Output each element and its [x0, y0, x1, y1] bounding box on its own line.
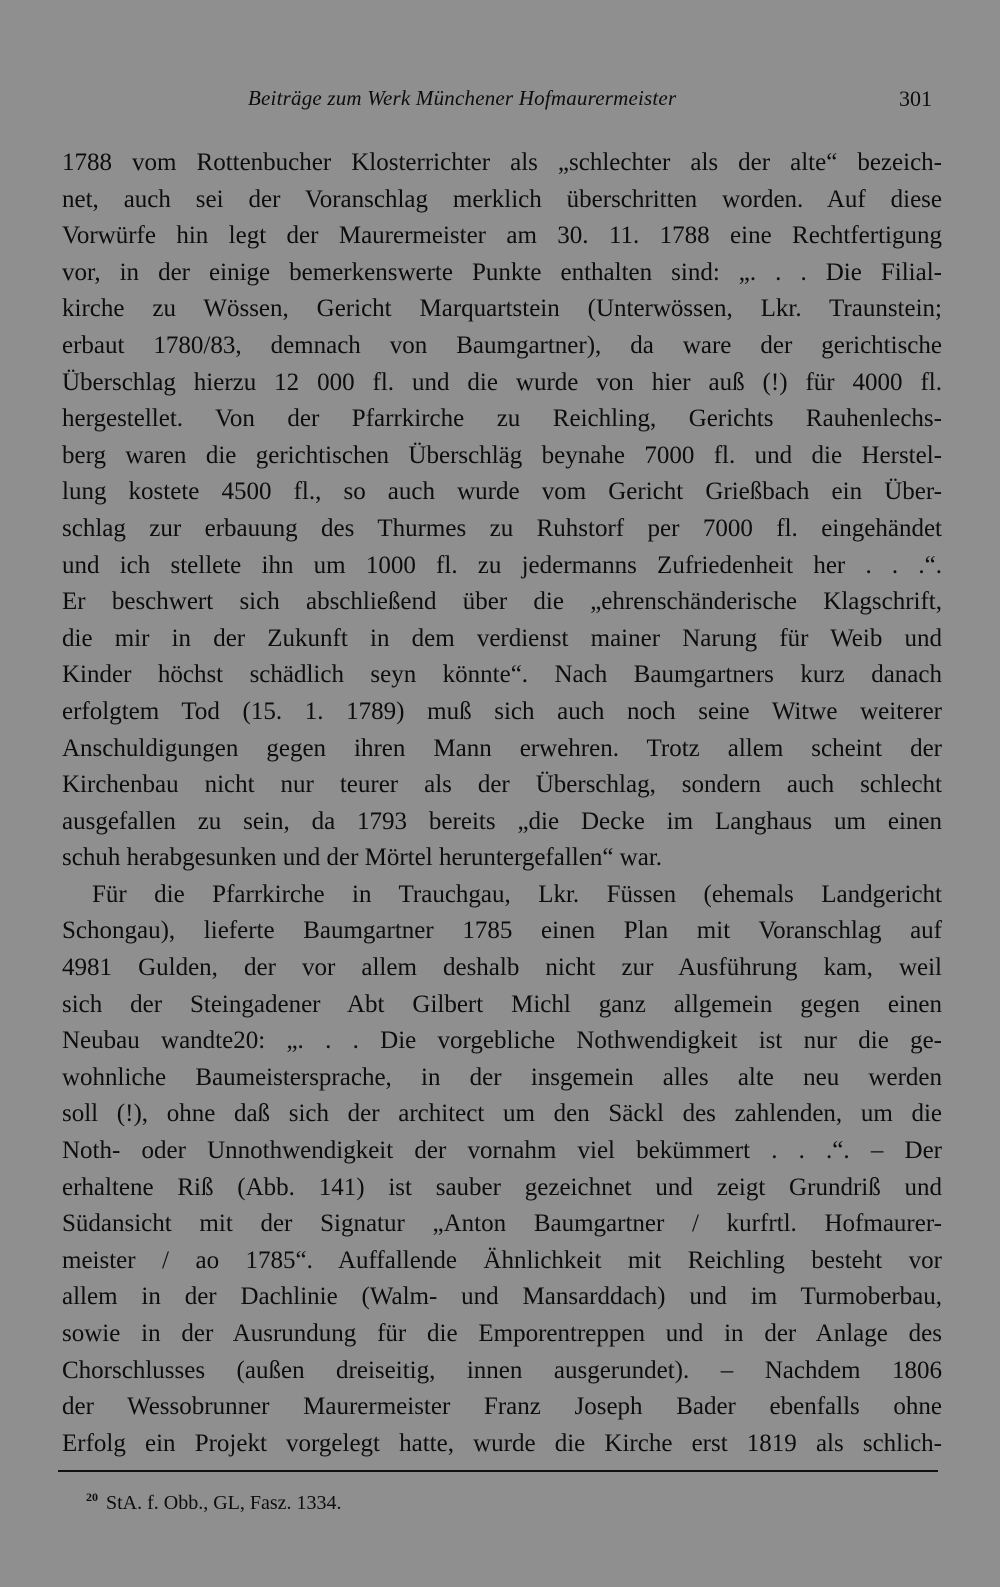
text-line: 4981 Gulden, der vor allem deshalb nicht zur Ausführung kam, weil — [62, 954, 942, 982]
body-text — [62, 145, 942, 1462]
text-line: erfolgtem Tod (15. 1. 1789) muß sich auch noch seine Witwe weiterer — [62, 697, 942, 725]
text-line: Überschlag hierzu 12 000 fl. und die wurde von hier auß (!) für 4000 fl. — [62, 368, 942, 396]
text-line: Südansicht mit der Signatur „Anton Baumgartner / kurfrtl. Hofmaurer- — [62, 1210, 942, 1238]
text-line: wohnliche Baumeistersprache, in der insgemein alles alte neu werden — [62, 1063, 942, 1091]
text-line: Neubau wandte20: „. . . Die vorgebliche Nothwendigkeit ist nur die ge- — [62, 1027, 942, 1055]
text-line: Vorwürfe hin legt der Maurermeister am 30. 11. 1788 eine Rechtfertigung — [62, 222, 942, 250]
text-line: sowie in der Ausrundung für die Emporentreppen und in der Anlage des — [62, 1320, 942, 1347]
text-line: und ich stellete ihn um 1000 fl. zu jedermanns Zufriedenheit her . . .“. — [62, 551, 942, 579]
text-line: erhaltene Riß (Abb. 141) ist sauber gezeichnet und zeigt Grundriß und — [62, 1173, 942, 1201]
text-line: Er beschwert sich abschließend über die „ehrenschänderische Klagschrift, — [62, 588, 942, 616]
text-line: sich der Steingadener Abt Gilbert Michl ganz allgemein gegen einen — [62, 990, 942, 1018]
text-line: Kinder höchst schädlich seyn könnte“. Nach Baumgartners kurz danach — [62, 661, 942, 689]
text-line: allem in der Dachlinie (Walm- und Mansarddach) und im Turmoberbau, — [62, 1283, 942, 1311]
footnote-text: StA. f. Obb., GL, Fasz. 1334. — [106, 1492, 342, 1514]
text-line: Kirchenbau nicht nur teurer als der Überschlag, sondern auch schlecht — [62, 771, 942, 799]
text-line: die mir in der Zukunft in dem verdienst mainer Narung für Weib und — [62, 624, 942, 652]
page-number: 301 — [899, 86, 932, 111]
footnote — [86, 1490, 342, 1515]
text-line: schlag zur erbauung des Thurmes zu Ruhstorf per 7000 fl. eingehändet — [62, 514, 942, 542]
running-title: Beiträge zum Werk Münchener Hofmaurermeister — [248, 86, 677, 110]
text-line: erbaut 1780/83, demnach von Baumgartner), da ware der gerichtische — [62, 331, 942, 359]
text-line: meister / ao 1785“. Auffallende Ähnlichkeit mit Reichling besteht vor — [62, 1246, 942, 1274]
text-line: ausgefallen zu sein, da 1793 bereits „die Decke im Langhaus um einen — [62, 807, 942, 835]
text-line: kirche zu Wössen, Gericht Marquartstein (Unterwössen, Lkr. Traunstein; — [62, 295, 942, 323]
text-line: Erfolg ein Projekt vorgelegt hatte, wurde die Kirche erst 1819 als schlich- — [62, 1429, 942, 1457]
text-line: soll (!), ohne daß sich der architect um den Säckl des zahlenden, um die — [62, 1100, 942, 1128]
text-line: vor, in der einige bemerkenswerte Punkte enthalten sind: „. . . Die Filial- — [62, 258, 942, 286]
text-line: Anschuldigungen gegen ihren Mann erwehren. Trotz allem scheint der — [62, 734, 942, 762]
footnote-rule — [58, 1470, 938, 1472]
text-line: Noth- oder Unnothwendigkeit der vornahm viel bekümmert . . .“. – Der — [62, 1137, 942, 1165]
footnote-marker: 20 — [86, 1490, 98, 1504]
text-line: berg waren die gerichtischen Überschläg beynahe 7000 fl. und die Herstel- — [62, 441, 942, 469]
text-line: net, auch sei der Voranschlag merklich überschritten worden. Auf diese — [62, 185, 942, 213]
text-line: lung kostete 4500 fl., so auch wurde vom Gericht Grießbach ein Über- — [62, 478, 942, 506]
text-line: hergestellet. Von der Pfarrkirche zu Reichling, Gerichts Rauhenlechs- — [62, 405, 942, 433]
text-line: Chorschlusses (außen dreiseitig, innen ausgerundet). – Nachdem 1806 — [62, 1356, 942, 1384]
text-line: Für die Pfarrkirche in Trauchgau, Lkr. Füssen (ehemals Landgericht — [92, 880, 942, 908]
text-line: der Wessobrunner Maurermeister Franz Joseph Bader ebenfalls ohne — [62, 1393, 942, 1421]
text-line: 1788 vom Rottenbucher Klosterrichter als „schlechter als der alte“ bezeich- — [62, 149, 942, 176]
text-line: Schongau), lieferte Baumgartner 1785 einen Plan mit Voranschlag auf — [62, 917, 942, 945]
text-line: schuh herabgesunken und der Mörtel heruntergefallen“ war. — [62, 844, 663, 872]
